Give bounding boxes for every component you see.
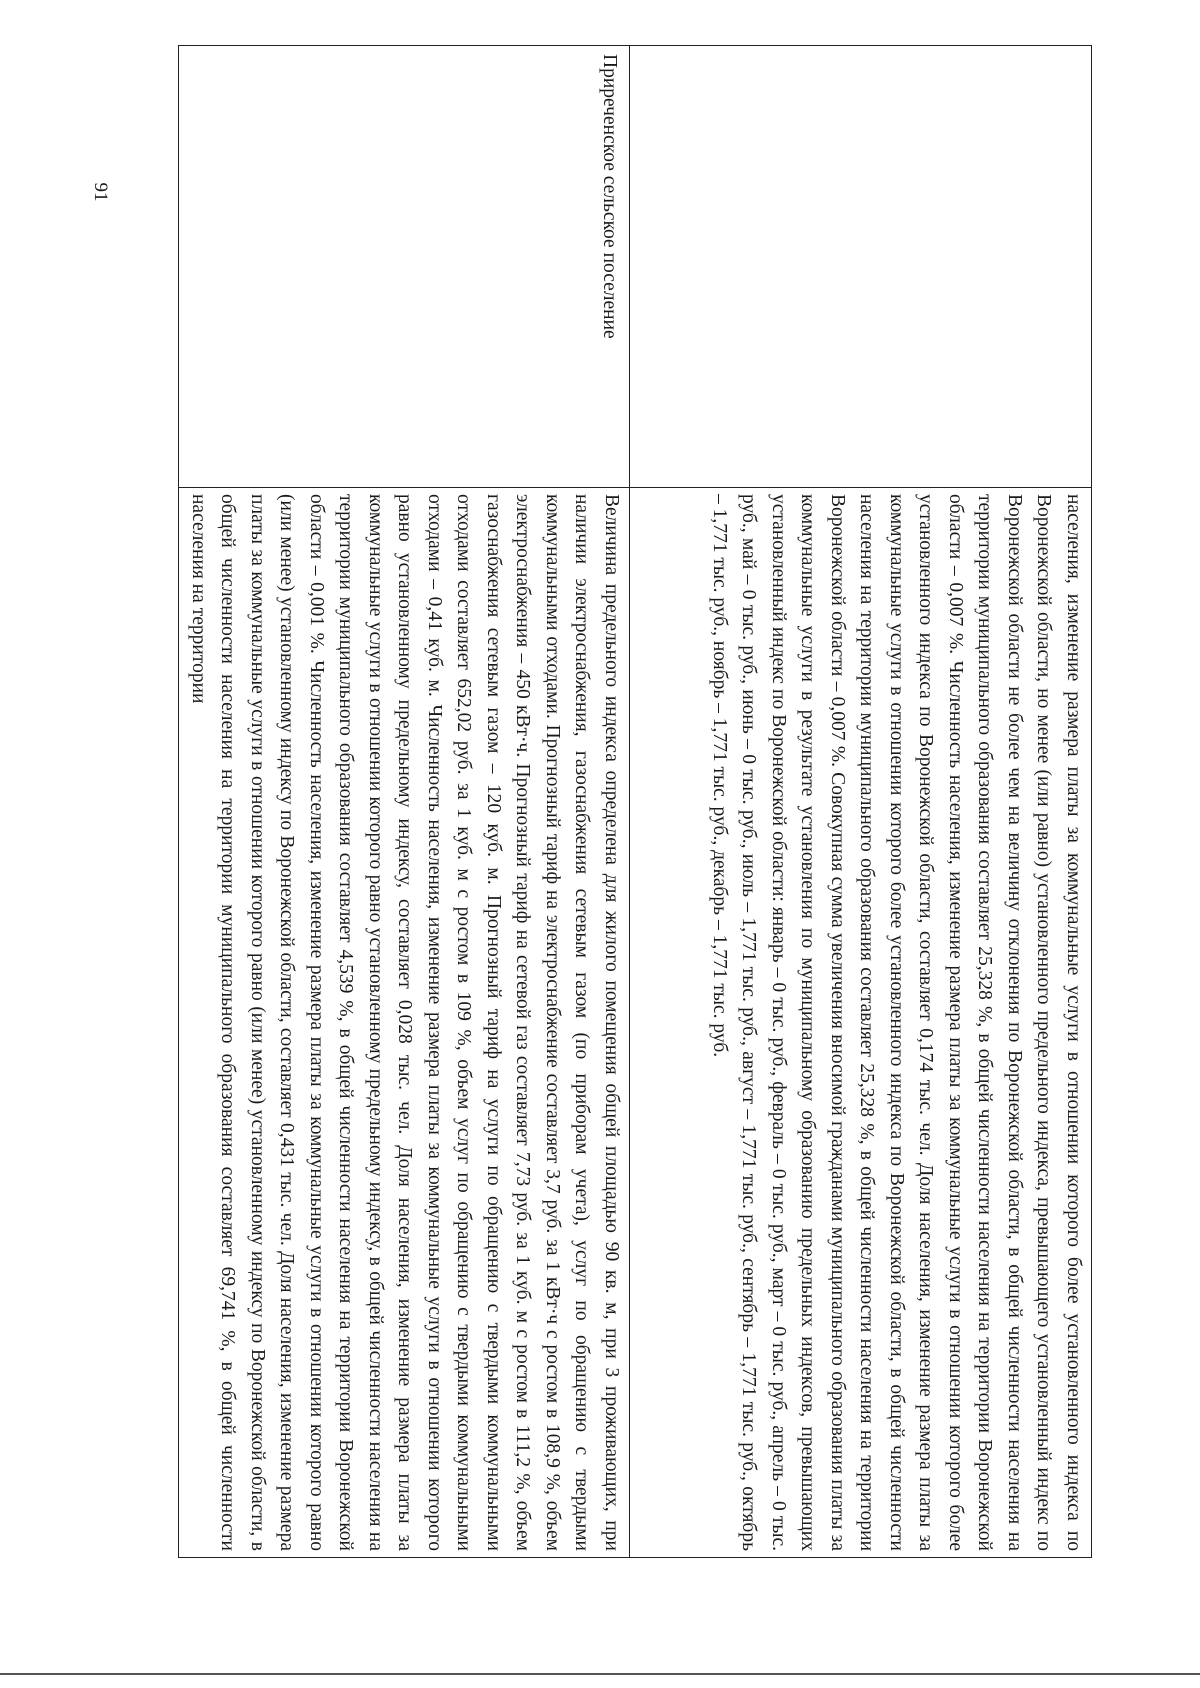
municipality-name-cell (630, 46, 1091, 488)
index-description-cell: населения, изменение размера платы за коммунальные услуги в отношении которого более установленного индекса по Воронежской области, но менее (или равно) установленного предельного индекса, превышающего установленный индекс по Воронежской области не более чем на величину отклонения по Воронежской области, в общей численности населения на территории муниципального образования составляет 25,328 %, в общей численности населения на территории Воронежской области – 0,007 %. Численность населения, изменение размера платы за коммунальные услуги в отношении которого более установленного индекса по Воронежской области, составляет 0,174 тыс. чел. Доля населения, изменение размера платы за коммунальные услуги в отношении которого более установленного индекса по Воронежской области, в общей численности населения на территории муниципального образования составляет 25,328 %, в общей численности населения на территории Воронежской области – 0,007 %. Совокупная сумма увеличения вносимой гражданами муниципального образования платы за коммунальные услуги в результате установления по муниципальному образованию предельных индексов, превышающих установленный индекс по Воронежской области: январь – 0 тыс. руб., февраль – 0 тыс. руб., март – 0 тыс. руб., апрель – 0 тыс. руб., май – 0 тыс. руб., июнь – 0 тыс. руб., июль – 1,771 тыс. руб., август – 1,771 тыс. руб., сентябрь – 1,771 тыс. руб., октябрь – 1,771 тыс. руб., ноябрь – 1,771 тыс. руб., декабрь – 1,771 тыс. руб. (709, 494, 1084, 1551)
table-row (179, 46, 629, 1557)
scan-edge-line (0, 1673, 1200, 1675)
page-number: 91 (90, 182, 111, 202)
municipality-name-cell: Приреченское сельское поселение (179, 46, 629, 488)
index-description-cell: Величина предельного индекса определена для жилого помещения общей площадью 90 кв. м, при 3 проживающих, при наличии электроснабжения, газоснабжения сетевым газом (по приборам учета), услуг по обращению с твердыми коммунальными отходами. Прогнозный тариф на электроснабжение составляет 3,7 руб. за 1 кВт·ч с ростом в 108,9 %, объем электроснабжения – 450 кВт·ч. Прогнозный тариф на сетевой газ составляет 7,73 руб. за 1 куб. м с ростом в 111,2 %, объем газоснабжения сетевым газом – 120 куб. м. Прогнозный тариф на услуги по обращению с твердыми коммунальными отходами составляет 652,02 руб. за 1 куб. м с ростом в 109 %, объем услуг по обращению с твердыми коммунальными отходами – 0,41 куб. м. Численность населения, изменение размера платы за коммунальные услуги в отношении которого равно установленному предельному индексу, составляет 0,028 тыс. чел. Доля населения, изменение размера платы за коммунальные услуги в отношении которого равно установленному предельному индексу, в общей численности населения на территории муниципального образования составляет 4,539 %, в общей численности населения на территории Воронежской области – 0,001 %. Численность населения, изменение размера платы за коммунальные услуги в отношении которого равно (или менее) установленному индексу по Воронежской области, составляет 0,431 тыс. чел. Доля населения, изменение размера платы за коммунальные услуги в отношении которого равно (или менее) установленному индексу по Воронежской области, в общей численности населения на территории муниципального образования составляет 69,741 %, в общей численности населения на территории (188, 494, 622, 1551)
table-row (629, 46, 1091, 1557)
tariff-table (178, 45, 1092, 1558)
